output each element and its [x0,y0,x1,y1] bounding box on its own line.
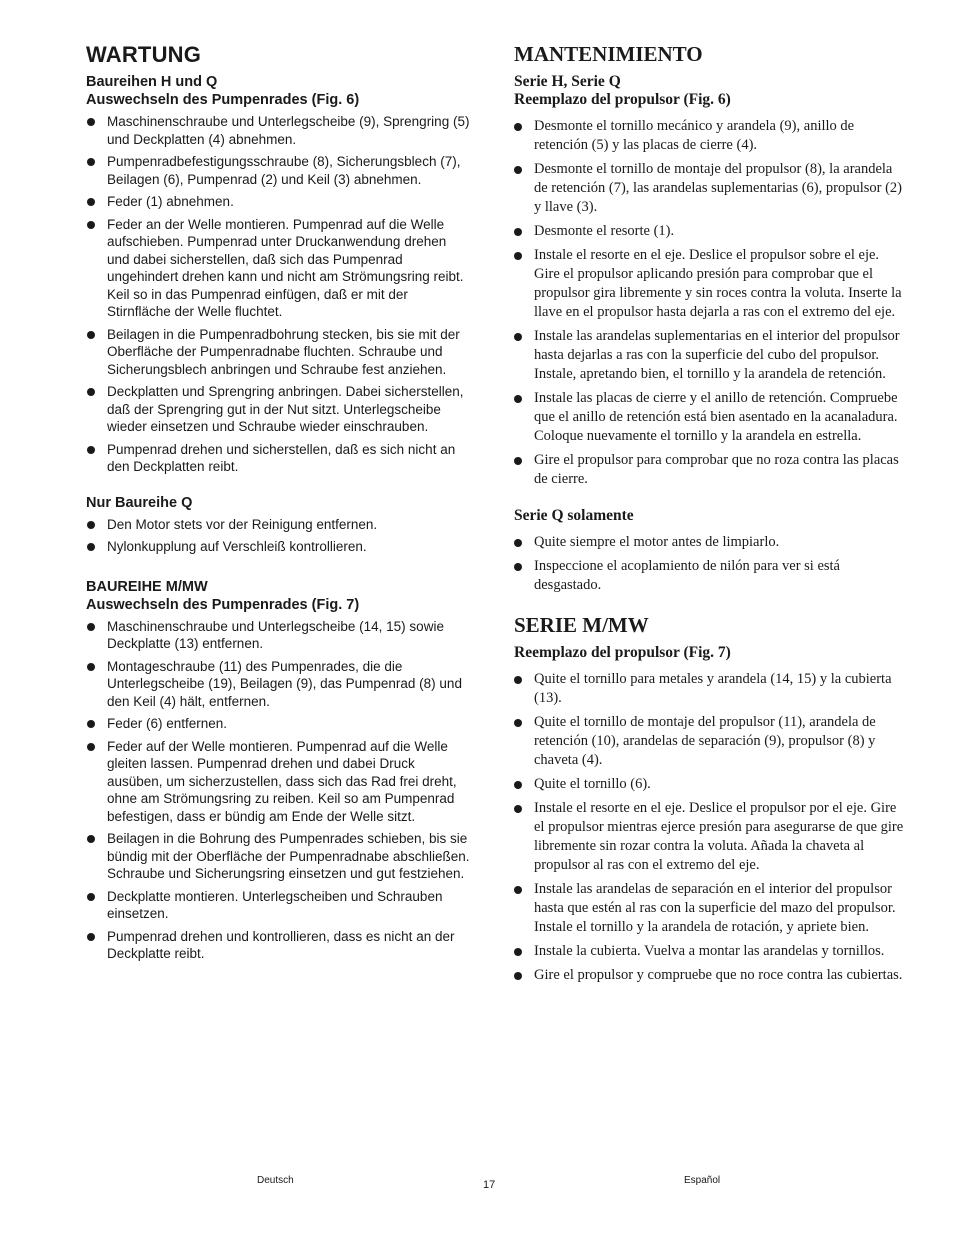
es-s1-heading [514,73,906,109]
de-s1-heading [86,73,472,109]
list-item: Gire el propulsor para comprobar que no roza contra las placas de cierre. [514,451,906,489]
list-item: Pumpenrad drehen und sicherstellen, daß es sich nicht an den Deckplatten reibt. [86,441,472,476]
list-item: Maschinenschraube und Unterlegscheibe (9), Sprengring (5) und Deckplatten (4) abnehmen. [86,113,472,148]
list-item: Pumpenrad drehen und kontrollieren, dass es nicht an der Deckplatte reibt. [86,928,472,963]
list-item: Feder (6) entfernen. [86,715,472,733]
es-title: MANTENIMIENTO [514,42,703,66]
es-s2-heading: Serie Q solamente [514,507,634,524]
list-item: Quite el tornillo (6). [514,775,906,794]
list-item: Inspeccione el acoplamiento de nilón para ver si está desgastado. [514,557,906,595]
list-item: Desmonte el tornillo de montaje del propulsor (8), la arandela de retención (7), las arandelas suplementarias (6), propulsor (2) y llave (3). [514,160,906,217]
de-s2-list [86,516,472,556]
list-item: Desmonte el tornillo mecánico y arandela (9), anillo de retención (5) y las placas de cierre (4). [514,117,906,155]
german-column [86,42,472,968]
es-s3-list [514,670,906,985]
de-title: WARTUNG [86,42,202,67]
list-item: Instale el resorte en el eje. Deslice el propulsor por el eje. Gire el propulsor mientras ejerce presión para asegurarse de que gire libremente sin rozar contra la voluta. Añada la chaveta al propulsor al ras con el extremo del eje. [514,799,906,875]
list-item: Montageschraube (11) des Pumpenrades, die die Unterlegscheibe (19), Beilagen (9), das Pumpenrad (8) und den Keil (4) hält, entfernen. [86,658,472,711]
list-item: Feder an der Welle montieren. Pumpenrad auf die Welle aufschieben. Pumpenrad unter Druckanwendung drehen und dabei sicherstellen, daß sich das Pumpenrad ungehindert drehen kann und nicht am Strömungsring reibt. Keil so in das Pumpenrad einfügen, daß er mit der Stirnfläche der Welle fluchtet. [86,216,472,321]
list-item: Beilagen in die Bohrung des Pumpenrades schieben, bis sie bündig mit der Oberfläche der Pumpenradnabe abschließen. Schraube und Sicherungsring einsetzen und gut festziehen. [86,830,472,883]
de-s3-heading [86,578,472,614]
de-s1-list [86,113,472,476]
es-s2-list [514,533,906,595]
de-s3-heading-task: Auswechseln des Pumpenrades (Fig. 7) [86,596,360,613]
list-item: Instale las placas de cierre y el anillo de retención. Compruebe que el anillo de retención está bien asentado en la acanaladura. Coloque nuevamente el tornillo y la arandela en estrella. [514,389,906,446]
footer-language-spanish: Español [684,1175,721,1186]
es-s3-title: SERIE M/MW [514,613,649,637]
list-item: Gire el propulsor y compruebe que no roce contra las cubiertas. [514,966,906,985]
list-item: Feder (1) abnehmen. [86,193,472,211]
es-s1-heading-task: Reemplazo del propulsor (Fig. 6) [514,91,731,108]
de-s2-heading: Nur Baureihe Q [86,494,193,511]
list-item: Instale la cubierta. Vuelva a montar las arandelas y tornillos. [514,942,906,961]
es-s1-heading-series: Serie H, Serie Q [514,73,621,90]
spanish-column [514,42,906,990]
list-item: Instale el resorte en el eje. Deslice el propulsor sobre el eje. Gire el propulsor aplicando presión para comprobar que el propulsor gira libremente y sin roces contra la voluta. Inserte la llave en el propulsor hasta dejarla a ras con el extremo del eje. [514,246,906,322]
list-item: Instale las arandelas suplementarias en el interior del propulsor hasta dejarlas a ras con la superficie del cubo del propulsor. Instale, apretando bien, el tornillo y la arandela de retención. [514,327,906,384]
list-item: Beilagen in die Pumpenradbohrung stecken, bis sie mit der Oberfläche der Pumpenradnabe fluchten. Schraube und Sicherungsblech anbringen und Schraube fest anziehen. [86,326,472,379]
list-item: Den Motor stets vor der Reinigung entfernen. [86,516,472,534]
es-s3-heading: Reemplazo del propulsor (Fig. 7) [514,644,731,661]
de-s1-heading-series: Baureihen H und Q [86,74,218,90]
list-item: Deckplatte montieren. Unterlegscheiben und Schrauben einsetzen. [86,888,472,923]
de-s3-list [86,618,472,963]
de-s3-heading-series: BAUREIHE M/MW [86,578,208,595]
footer-language-german: Deutsch [257,1175,294,1186]
list-item: Quite siempre el motor antes de limpiarlo. [514,533,906,552]
list-item: Quite el tornillo de montaje del propulsor (11), arandela de retención (10), arandelas de separación (9), propulsor (8) y chaveta (4). [514,713,906,770]
list-item: Desmonte el resorte (1). [514,222,906,241]
list-item: Instale las arandelas de separación en el interior del propulsor hasta que estén al ras con la superficie del mazo del propulsor. Instale el tornillo y la arandela de rotación, y apriete bien. [514,880,906,937]
list-item: Quite el tornillo para metales y arandela (14, 15) y la cubierta (13). [514,670,906,708]
list-item: Deckplatten und Sprengring anbringen. Dabei sicherstellen, daß der Sprengring gut in der Nut sitzt. Unterlegscheibe wieder einsetzen und Schraube wieder einschrauben. [86,383,472,436]
list-item: Pumpenradbefestigungsschraube (8), Sicherungsblech (7), Beilagen (6), Pumpenrad (2) und Keil (3) abnehmen. [86,153,472,188]
list-item: Maschinenschraube und Unterlegscheibe (14, 15) sowie Deckplatte (13) entfernen. [86,618,472,653]
list-item: Nylonkupplung auf Verschleiß kontrollieren. [86,538,472,556]
list-item: Feder auf der Welle montieren. Pumpenrad auf die Welle gleiten lassen. Pumpenrad drehen und dabei Druck ausüben, um sicherzustellen, dass sich das Rad frei dreht, ohne am Strömungsring zu reiben. Keil so am Pumpenrad befestigen, dass er bündig am Ende der Welle sitzt. [86,738,472,826]
de-s1-heading-task: Auswechseln des Pumpenrades (Fig. 6) [86,92,360,108]
es-s1-list [514,117,906,489]
page-number: 17 [483,1179,496,1191]
